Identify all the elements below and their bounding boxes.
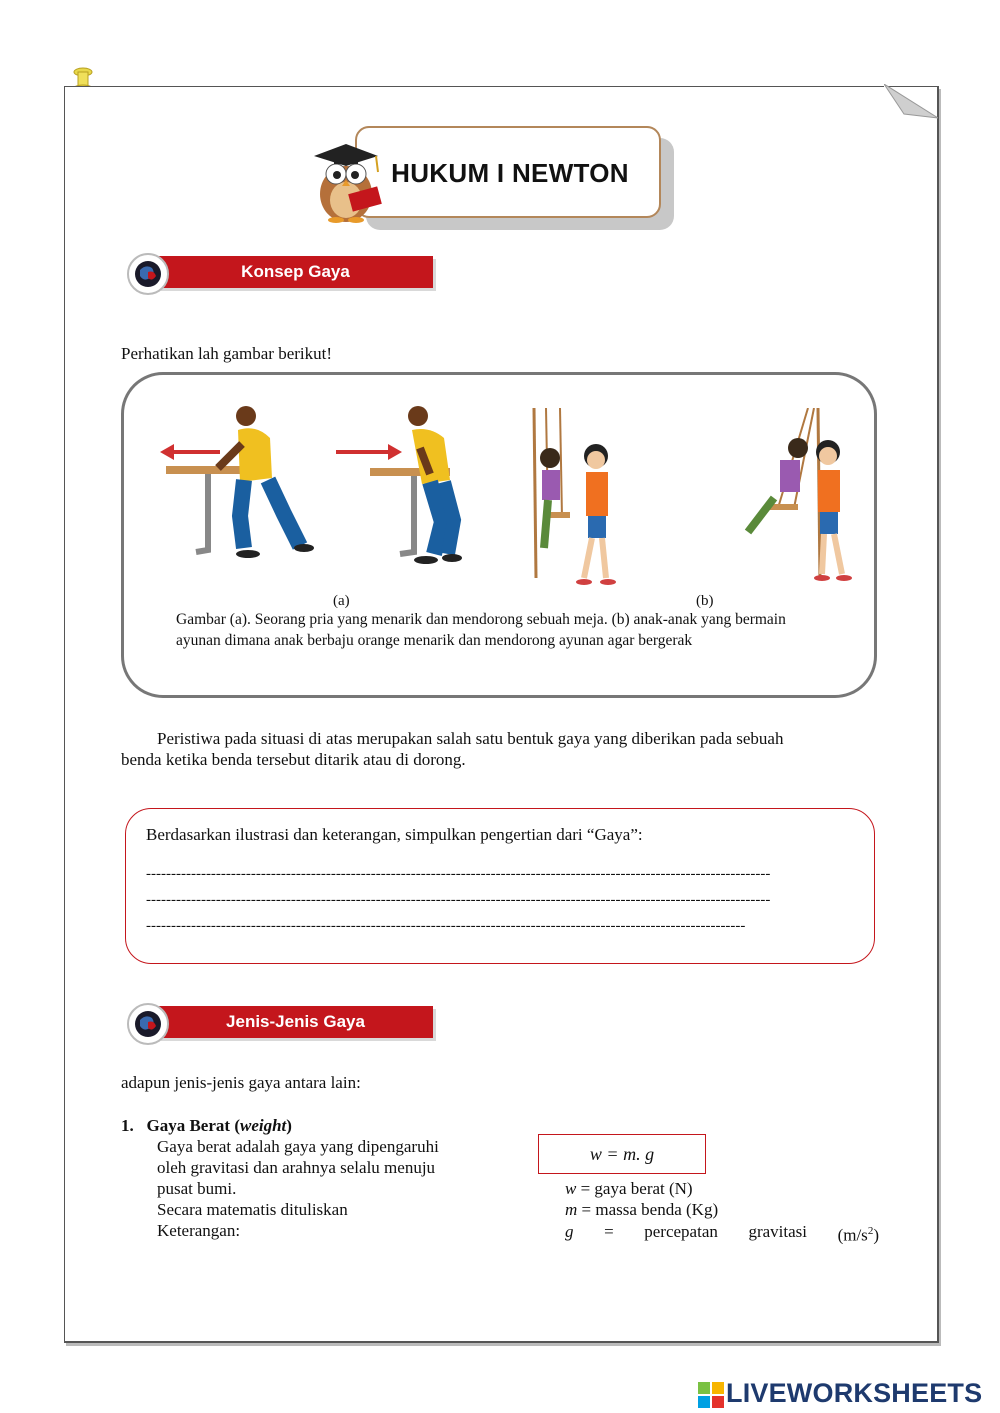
banner-label: Konsep Gaya xyxy=(241,262,350,281)
weight-formula: w = m. g xyxy=(538,1134,706,1174)
answer-line-3[interactable]: ------------------------------------------------------------------------------------------------------------------------ xyxy=(146,918,746,934)
section2-intro: adapun jenis-jenis gaya antara lain: xyxy=(121,1073,361,1092)
page-fold-icon xyxy=(884,84,938,120)
answer-line-2[interactable]: ----------------------------------------------------------------------------------------------------------------------------- xyxy=(146,892,771,908)
legend-symbol: w xyxy=(565,1179,577,1198)
item-title-end: ) xyxy=(286,1116,292,1135)
item-heading xyxy=(121,1115,292,1136)
item-desc-line-5: Keterangan: xyxy=(157,1221,241,1240)
liveworksheets-logo-icon xyxy=(698,1382,724,1408)
banner-label: Jenis-Jenis Gaya xyxy=(226,1012,365,1031)
paragraph-line-2: benda ketika benda tersebut ditarik atau di dorong. xyxy=(121,750,466,769)
section-banner-konsep-gaya xyxy=(126,252,446,288)
figure-label-b: (b) xyxy=(696,593,714,609)
brand-text: LIVEWORKSHEETS xyxy=(726,1378,983,1408)
owl-teacher-icon xyxy=(306,142,388,224)
item-title-italic: weight xyxy=(239,1116,287,1135)
paragraph-line-1: Peristiwa pada situasi di atas merupakan salah satu bentuk gaya yang diberikan pada sebuah xyxy=(157,729,784,748)
legend-g xyxy=(565,1221,879,1246)
globe-icon xyxy=(126,1002,170,1046)
children-swing-illustration-1 xyxy=(524,408,624,590)
legend-word-percepatan: percepatan xyxy=(644,1222,718,1241)
item-desc-line-1: Gaya berat adalah gaya yang dipengaruhi xyxy=(157,1137,439,1156)
legend-unit: $(m/s^2)$ xyxy=(837,1225,879,1245)
item-desc-line-3: pusat bumi. xyxy=(157,1179,237,1198)
figure-label-a: (a) xyxy=(333,593,350,609)
page-title: HUKUM I NEWTON xyxy=(391,158,629,188)
legend-word-gravitasi: gravitasi xyxy=(748,1222,807,1241)
legend-m xyxy=(565,1199,718,1220)
man-pulling-table-illustration xyxy=(160,404,320,562)
question-text: Berdasarkan ilustrasi dan keterangan, simpulkan pengertian dari “Gaya”: xyxy=(146,825,643,844)
item-number: 1. xyxy=(121,1116,134,1135)
legend-w xyxy=(565,1178,693,1199)
figure-caption-line-1: Gambar (a). Seorang pria yang menarik dan mendorong sebuah meja. (b) anak-anak yang bermain xyxy=(176,611,786,628)
figure-caption-line-2: ayunan dimana anak berbaju orange menarik dan mendorong ayunan agar bergerak xyxy=(176,632,693,649)
legend-text: = gaya berat (N) xyxy=(576,1179,693,1198)
answer-line-1[interactable]: ----------------------------------------------------------------------------------------------------------------------------- xyxy=(146,866,771,882)
legend-text: = massa benda (Kg) xyxy=(577,1200,719,1219)
legend-symbol: m xyxy=(565,1200,578,1219)
section-banner-jenis-gaya xyxy=(126,1002,446,1038)
globe-icon xyxy=(126,252,170,296)
item-desc-line-4: Secara matematis dituliskan xyxy=(157,1200,348,1219)
item-desc-line-2: oleh gravitasi dan arahnya selalu menuju xyxy=(157,1158,436,1177)
man-pushing-table-illustration xyxy=(330,404,470,566)
legend-equals: = xyxy=(604,1222,614,1241)
liveworksheets-logo xyxy=(698,1378,994,1408)
legend-symbol: g xyxy=(565,1222,574,1241)
section1-intro: Perhatikan lah gambar berikut! xyxy=(121,344,333,363)
item-title: Gaya Berat ( xyxy=(146,1116,240,1135)
children-swing-illustration-2 xyxy=(738,408,854,584)
